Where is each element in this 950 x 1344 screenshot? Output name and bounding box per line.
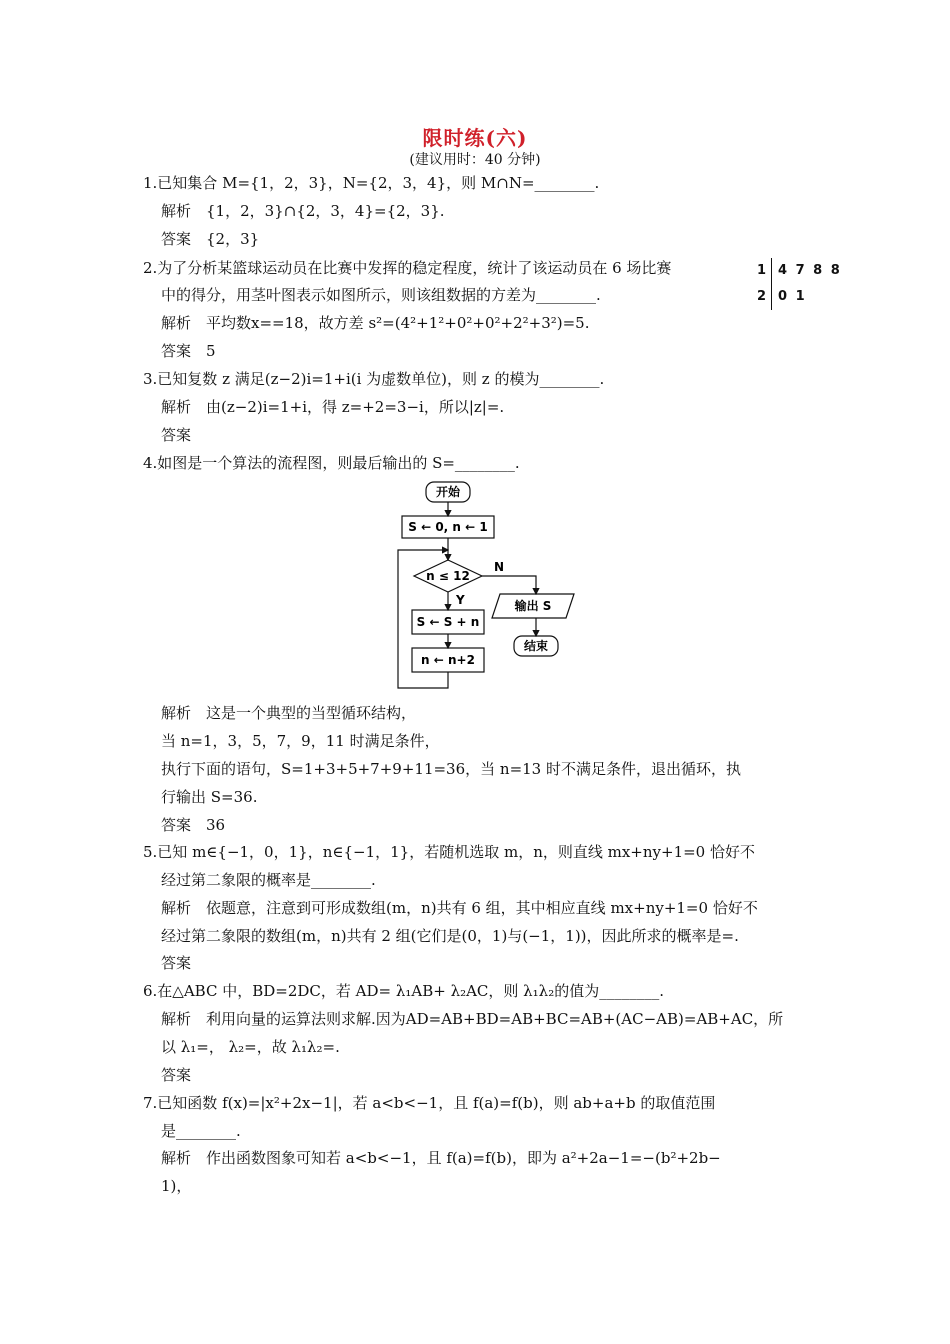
flow-start-label: 开始: [435, 485, 461, 499]
stem-divider: [771, 284, 772, 310]
analysis-5-line-1: 解析 依题意，注意到可形成数组(m，n)共有 6 组，其中相应直线 mx+ny+1=0 恰好不: [161, 899, 758, 917]
answer-4: 答案 36: [161, 816, 226, 834]
question-2-line-2: 中的得分，用茎叶图表示如图所示，则该组数据的方差为________.: [161, 286, 601, 304]
analysis-7-line-2: 1)，: [161, 1177, 192, 1195]
stem-divider: [771, 258, 772, 284]
answer-3: 答案: [161, 426, 192, 444]
analysis-4-line-2: 当 n=1，3，5，7，9，11 时满足条件，: [161, 732, 440, 750]
question-5-line-2: 经过第二象限的概率是________.: [161, 871, 376, 889]
answer-6: 答案: [161, 1066, 192, 1084]
analysis-4-line-3: 执行下面的语句，S=1+3+5+7+9+11=36，当 n=13 时不满足条件，退出循环，执: [161, 760, 742, 778]
stem-leaf-row: [757, 258, 842, 284]
question-6: 6.在△ABC 中，BD=2DC，若 AD= λ₁AB+ λ₂AC，则 λ₁λ₂的值为________.: [143, 982, 664, 1000]
stem-value: 1: [757, 263, 767, 278]
page-subtitle: (建议用时：40 分钟): [409, 152, 541, 168]
flow-body2-label: n ← n+2: [421, 653, 475, 667]
question-7-line-2: 是________.: [161, 1122, 241, 1140]
flow-init-label: S ← 0, n ← 1: [408, 520, 488, 534]
question-1: 1.已知集合 M={1，2，3}，N={2，3，4}，则 M∩N=________.: [143, 174, 600, 192]
analysis-2: 解析 平均数x==18，故方差 s²=(4²+1²+0²+0²+2²+3²)=5.: [161, 314, 590, 332]
question-5-line-1: 5.已知 m∈{−1，0，1}，n∈{−1，1}，若随机选取 m，n，则直线 mx+ny+1=0 恰好不: [143, 843, 755, 861]
flow-yes-label: Y: [456, 593, 465, 607]
leaf-values: 4 7 8 8: [778, 263, 842, 278]
question-2-line-1: 2.为了分析某篮球运动员在比赛中发挥的稳定程度，统计了该运动员在 6 场比赛: [143, 259, 672, 277]
question-7-line-1: 7.已知函数 f(x)=|x²+2x−1|，若 a<b<−1，且 f(a)=f(b)，则 ab+a+b 的取值范围: [143, 1094, 716, 1112]
answer-5: 答案: [161, 954, 192, 972]
stem-leaf-plot: [757, 258, 842, 310]
flow-end-label: 结束: [523, 639, 549, 653]
answer-1: 答案 {2，3}: [161, 230, 260, 248]
analysis-1: 解析 {1，2，3}∩{2，3，4}={2，3}.: [161, 202, 445, 220]
flow-condition-label: n ≤ 12: [426, 569, 470, 583]
analysis-4-line-1: 解析 这是一个典型的当型循环结构，: [161, 704, 417, 722]
flowchart: [380, 478, 580, 692]
question-3: 3.已知复数 z 满足(z−2)i=1+i(i 为虚数单位)，则 z 的模为________.: [143, 370, 605, 388]
flow-output-label: 输出 S: [514, 599, 552, 613]
flow-body1-label: S ← S + n: [416, 615, 480, 629]
answer-2: 答案 5: [161, 342, 216, 360]
stem-leaf-row: [757, 284, 842, 310]
analysis-4-line-4: 行输出 S=36.: [161, 788, 258, 806]
leaf-values: 0 1: [778, 289, 807, 304]
flow-no-label: N: [494, 560, 505, 574]
stem-value: 2: [757, 289, 767, 304]
page-title: 限时练(六): [422, 126, 528, 150]
analysis-7-line-1: 解析 作出函数图象可知若 a<b<−1，且 f(a)=f(b)，即为 a²+2a−1=−(b²+2b−: [161, 1149, 721, 1167]
analysis-6-line-2: 以 λ₁=， λ₂=，故 λ₁λ₂=.: [161, 1038, 340, 1056]
analysis-6-line-1: 解析 利用向量的运算法则求解.因为AD=AB+BD=AB+BC=AB+(AC−AB)=AB+AC，所: [161, 1010, 784, 1028]
analysis-3: 解析 由(z−2)i=1+i，得 z=+2=3−i，所以|z|=.: [161, 398, 505, 416]
analysis-5-line-2: 经过第二象限的数组(m，n)共有 2 组(它们是(0，1)与(−1，1))，因此所求的概率是=.: [161, 927, 739, 945]
question-4: 4.如图是一个算法的流程图，则最后输出的 S=________.: [143, 454, 520, 472]
